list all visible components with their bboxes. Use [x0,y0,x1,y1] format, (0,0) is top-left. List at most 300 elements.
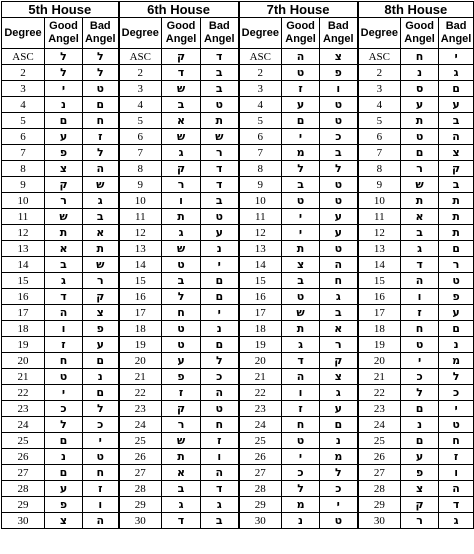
good-angel-cell: י [282,129,320,145]
degree-cell: 30 [239,513,282,529]
bad-angel-cell: י [320,497,358,513]
bad-angel-cell: ט [83,81,119,97]
bad-angel-cell: י [439,49,474,65]
bad-angel-cell: ש [83,257,119,273]
bad-angel-cell: ת [439,209,474,225]
bad-angel-cell: ם [320,417,358,433]
degree-cell: 12 [358,225,401,241]
degree-cell: 17 [239,305,282,321]
degree-cell: 30 [119,513,162,529]
good-angel-cell: ט [162,337,201,353]
bad-angel-cell: ל [320,465,358,481]
bad-angel-cell: ז [83,129,119,145]
table-row [2,81,474,97]
bad-angel-cell: ע [83,337,119,353]
good-angel-cell: ט [282,193,320,209]
good-angel-cell: ר [162,417,201,433]
good-angel-cell: כ [282,465,320,481]
degree-cell: 7 [119,145,162,161]
good-angel-header: Good Angel [162,18,201,49]
degree-header: Degree [2,18,45,49]
degree-cell: 29 [2,497,45,513]
bad-angel-cell: ם [83,385,119,401]
good-angel-cell: ז [282,401,320,417]
bad-angel-cell: צ [83,305,119,321]
degree-cell: 27 [358,465,401,481]
degree-cell: 26 [239,449,282,465]
bad-angel-cell: ז [83,481,119,497]
degree-cell: 16 [358,289,401,305]
good-angel-cell: ת [401,193,439,209]
degree-cell: 25 [239,433,282,449]
bad-angel-cell: ע [439,97,474,113]
bad-angel-cell: כ [83,417,119,433]
bad-angel-cell: נ [439,337,474,353]
bad-angel-cell: ה [83,161,119,177]
good-angel-cell: ש [162,241,201,257]
good-angel-cell: ז [162,385,201,401]
bad-angel-cell: ק [83,289,119,305]
table-row [2,513,474,529]
degree-cell: 25 [119,433,162,449]
column-header-row [2,18,474,49]
good-angel-cell: ד [401,257,439,273]
bad-angel-header: Bad Angel [439,18,474,49]
good-angel-cell: ט [401,129,439,145]
degree-cell: 27 [2,465,45,481]
degree-cell: 26 [2,449,45,465]
good-angel-cell: ק [45,177,83,193]
degree-cell: 7 [2,145,45,161]
bad-angel-cell: ש [201,129,239,145]
table-row [2,65,474,81]
good-angel-cell: ה [282,369,320,385]
bad-angel-cell: ב [83,209,119,225]
good-angel-cell: ד [162,65,201,81]
table-row [2,49,474,65]
good-angel-cell: א [401,209,439,225]
bad-angel-cell: ח [201,417,239,433]
degree-cell: 4 [119,97,162,113]
good-angel-cell: ש [282,305,320,321]
good-angel-cell: ד [45,289,83,305]
angels-table [1,1,474,529]
degree-cell: ASC [239,49,282,65]
good-angel-cell: ם [401,401,439,417]
bad-angel-cell: ג [83,193,119,209]
bad-angel-cell: ב [320,145,358,161]
good-angel-cell: ש [162,81,201,97]
good-angel-cell: ב [162,97,201,113]
bad-angel-cell: מ [439,353,474,369]
bad-angel-cell: נ [83,369,119,385]
bad-angel-cell: ה [83,513,119,529]
bad-angel-cell: ו [201,449,239,465]
degree-cell: 13 [119,241,162,257]
bad-angel-cell: ב [320,305,358,321]
bad-angel-cell: ד [201,481,239,497]
degree-cell: 4 [358,97,401,113]
bad-angel-cell: ח [83,465,119,481]
table-row [2,289,474,305]
good-angel-cell: פ [162,369,201,385]
good-angel-cell: י [45,385,83,401]
degree-cell: 14 [239,257,282,273]
degree-cell: 3 [239,81,282,97]
degree-cell: 25 [358,433,401,449]
good-angel-cell: ו [401,289,439,305]
bad-angel-cell: ט [439,417,474,433]
degree-cell: 23 [119,401,162,417]
good-angel-cell: ע [401,449,439,465]
good-angel-cell: ת [282,321,320,337]
degree-cell: 21 [239,369,282,385]
degree-cell: 24 [239,417,282,433]
bad-angel-cell: ט [320,177,358,193]
good-angel-cell: ת [45,225,83,241]
degree-cell: 8 [2,161,45,177]
good-angel-cell: ר [162,177,201,193]
degree-cell: 6 [119,129,162,145]
degree-cell: 12 [119,225,162,241]
degree-cell: 11 [2,209,45,225]
good-angel-cell: ב [162,273,201,289]
good-angel-cell: ל [282,481,320,497]
bad-angel-cell: ם [439,321,474,337]
house-5-title: 5th House [2,2,119,18]
good-angel-cell: ל [45,65,83,81]
good-angel-cell: צ [282,257,320,273]
good-angel-cell: נ [282,513,320,529]
good-angel-cell: ם [45,433,83,449]
degree-cell: 28 [358,481,401,497]
good-angel-cell: ק [162,49,201,65]
good-angel-cell: ב [162,481,201,497]
bad-angel-cell: ל [83,49,119,65]
degree-cell: 7 [358,145,401,161]
bad-angel-cell: ר [439,257,474,273]
good-angel-cell: ה [282,49,320,65]
bad-angel-cell: א [320,321,358,337]
degree-cell: 24 [358,417,401,433]
good-angel-cell: ה [45,305,83,321]
degree-cell: ASC [119,49,162,65]
good-angel-cell: ח [162,305,201,321]
bad-angel-cell: כ [320,481,358,497]
good-angel-cell: ד [282,353,320,369]
bad-angel-cell: ט [320,113,358,129]
degree-cell: 13 [358,241,401,257]
bad-angel-cell: ג [320,385,358,401]
degree-cell: 30 [358,513,401,529]
table-row [2,337,474,353]
good-angel-cell: ח [401,321,439,337]
bad-angel-cell: ע [320,209,358,225]
degree-cell: 11 [119,209,162,225]
good-angel-cell: צ [401,481,439,497]
bad-angel-cell: ז [439,449,474,465]
good-angel-cell: ט [282,289,320,305]
degree-cell: 6 [2,129,45,145]
good-angel-cell: ט [282,433,320,449]
good-angel-cell: ד [162,513,201,529]
bad-angel-cell: ם [439,81,474,97]
degree-cell: 16 [239,289,282,305]
degree-cell: 3 [358,81,401,97]
degree-cell: 17 [2,305,45,321]
good-angel-cell: ל [45,49,83,65]
bad-angel-cell: ע [201,225,239,241]
good-angel-cell: ג [162,497,201,513]
good-angel-header: Good Angel [401,18,439,49]
good-angel-cell: ש [162,433,201,449]
degree-cell: 23 [2,401,45,417]
degree-cell: 8 [239,161,282,177]
good-angel-cell: ב [282,273,320,289]
good-angel-cell: נ [45,97,83,113]
table-body [2,49,474,529]
degree-cell: 7 [239,145,282,161]
degree-cell: ASC [2,49,45,65]
degree-cell: 5 [2,113,45,129]
good-angel-cell: ט [401,337,439,353]
degree-cell: 2 [358,65,401,81]
good-angel-cell: ק [162,161,201,177]
degree-cell: 9 [358,177,401,193]
bad-angel-cell: נ [201,321,239,337]
good-angel-header: Good Angel [282,18,320,49]
degree-cell: 5 [119,113,162,129]
bad-angel-cell: ה [201,385,239,401]
degree-cell: 21 [119,369,162,385]
bad-angel-cell: ל [320,161,358,177]
bad-angel-cell: ר [201,145,239,161]
good-angel-cell: ס [401,81,439,97]
good-angel-cell: צ [45,161,83,177]
good-angel-cell: ז [45,337,83,353]
bad-angel-cell: ל [83,145,119,161]
table-row [2,129,474,145]
table-row [2,433,474,449]
good-angel-cell: ת [162,209,201,225]
good-angel-cell: ה [401,273,439,289]
bad-angel-cell: ח [83,113,119,129]
degree-cell: 2 [119,65,162,81]
bad-angel-cell: ד [439,497,474,513]
bad-angel-cell: ם [201,337,239,353]
good-angel-cell: ש [162,129,201,145]
bad-angel-cell: ט [201,401,239,417]
degree-cell: 4 [239,97,282,113]
good-angel-cell: ם [401,433,439,449]
degree-cell: 3 [2,81,45,97]
bad-angel-cell: א [83,225,119,241]
good-angel-cell: ט [282,65,320,81]
bad-angel-cell: ג [201,497,239,513]
bad-angel-cell: כ [439,385,474,401]
bad-angel-cell: ת [201,113,239,129]
good-angel-cell: ב [401,225,439,241]
degree-cell: 22 [239,385,282,401]
degree-cell: 21 [358,369,401,385]
degree-cell: 26 [119,449,162,465]
good-angel-cell: ו [45,321,83,337]
bad-angel-cell: ב [439,113,474,129]
good-angel-cell: ת [282,241,320,257]
bad-angel-cell: ל [83,65,119,81]
good-angel-cell: י [282,209,320,225]
good-angel-cell: א [162,113,201,129]
good-angel-cell: ם [282,113,320,129]
degree-cell: 14 [2,257,45,273]
bad-angel-cell: ו [83,497,119,513]
degree-cell: 10 [239,193,282,209]
good-angel-cell: צ [45,513,83,529]
table-row [2,241,474,257]
good-angel-cell: ע [162,353,201,369]
bad-angel-cell: ג [320,289,358,305]
bad-angel-cell: פ [83,321,119,337]
bad-angel-header: Bad Angel [201,18,239,49]
table-row [2,369,474,385]
degree-cell: 8 [119,161,162,177]
degree-cell: 19 [239,337,282,353]
bad-angel-cell: ה [439,481,474,497]
degree-cell: 10 [358,193,401,209]
bad-angel-cell: כ [320,129,358,145]
degree-cell: 4 [2,97,45,113]
degree-cell: 17 [358,305,401,321]
good-angel-cell: ג [282,337,320,353]
bad-angel-cell: נ [201,241,239,257]
degree-cell: 13 [2,241,45,257]
bad-angel-cell: ב [201,513,239,529]
bad-angel-header: Bad Angel [83,18,119,49]
degree-cell: 8 [358,161,401,177]
degree-cell: 12 [239,225,282,241]
good-angel-cell: ג [401,241,439,257]
degree-cell: 23 [239,401,282,417]
degree-cell: 9 [2,177,45,193]
good-angel-cell: ש [45,209,83,225]
table-row [2,257,474,273]
bad-angel-cell: ל [439,369,474,385]
bad-angel-cell: י [201,305,239,321]
good-angel-cell: ב [282,177,320,193]
degree-cell: 22 [2,385,45,401]
table-row [2,177,474,193]
good-angel-cell: ק [162,401,201,417]
degree-cell: 18 [2,321,45,337]
bad-angel-cell: ם [83,97,119,113]
good-angel-cell: מ [282,497,320,513]
degree-cell: 28 [239,481,282,497]
house-8-title: 8th House [358,2,474,18]
good-angel-cell: ת [401,113,439,129]
bad-angel-cell: ע [320,225,358,241]
good-angel-cell: י [401,353,439,369]
degree-cell: 19 [119,337,162,353]
degree-cell: 5 [239,113,282,129]
good-angel-cell: פ [401,465,439,481]
degree-cell: 14 [358,257,401,273]
bad-angel-cell: ז [201,433,239,449]
bad-angel-cell: ח [439,433,474,449]
good-angel-cell: נ [401,65,439,81]
good-angel-cell: כ [45,401,83,417]
good-angel-cell: י [282,225,320,241]
table-row [2,353,474,369]
bad-angel-cell: י [439,401,474,417]
good-angel-cell: ם [45,113,83,129]
bad-angel-cell: ל [201,353,239,369]
table-row [2,385,474,401]
degree-cell: 13 [239,241,282,257]
bad-angel-cell: ב [439,177,474,193]
good-angel-cell: א [162,465,201,481]
degree-cell: 11 [358,209,401,225]
degree-cell: 15 [119,273,162,289]
table-row [2,401,474,417]
degree-cell: 28 [119,481,162,497]
table-row [2,193,474,209]
good-angel-cell: ם [401,145,439,161]
good-angel-cell: י [282,449,320,465]
bad-angel-cell: נ [320,433,358,449]
good-angel-cell: ע [401,97,439,113]
degree-cell: 24 [119,417,162,433]
bad-angel-cell: ט [320,193,358,209]
degree-cell: ASC [358,49,401,65]
bad-angel-cell: ט [83,449,119,465]
bad-angel-cell: ם [201,273,239,289]
bad-angel-cell: ו [320,81,358,97]
bad-angel-cell: י [83,433,119,449]
degree-cell: 6 [239,129,282,145]
table-row [2,481,474,497]
good-angel-cell: ת [162,449,201,465]
bad-angel-cell: ת [83,241,119,257]
bad-angel-cell: כ [201,369,239,385]
good-angel-cell: ם [45,465,83,481]
good-angel-cell: ג [162,225,201,241]
bad-angel-cell: צ [320,369,358,385]
bad-angel-header: Bad Angel [320,18,358,49]
bad-angel-cell: ל [83,401,119,417]
bad-angel-cell: ט [439,273,474,289]
bad-angel-cell: ד [201,177,239,193]
bad-angel-cell: ג [439,65,474,81]
good-angel-cell: ע [45,481,83,497]
degree-cell: 12 [2,225,45,241]
degree-cell: 14 [119,257,162,273]
bad-angel-cell: ם [83,353,119,369]
bad-angel-cell: ד [201,161,239,177]
degree-cell: 27 [119,465,162,481]
bad-angel-cell: צ [320,49,358,65]
good-angel-cell: ל [282,161,320,177]
bad-angel-cell: ט [320,513,358,529]
degree-cell: 2 [2,65,45,81]
degree-cell: 19 [358,337,401,353]
good-angel-cell: פ [45,497,83,513]
bad-angel-cell: ב [201,81,239,97]
degree-cell: 24 [2,417,45,433]
degree-cell: 17 [119,305,162,321]
good-angel-cell: ו [282,385,320,401]
good-angel-cell: ט [45,369,83,385]
good-angel-cell: ע [282,97,320,113]
